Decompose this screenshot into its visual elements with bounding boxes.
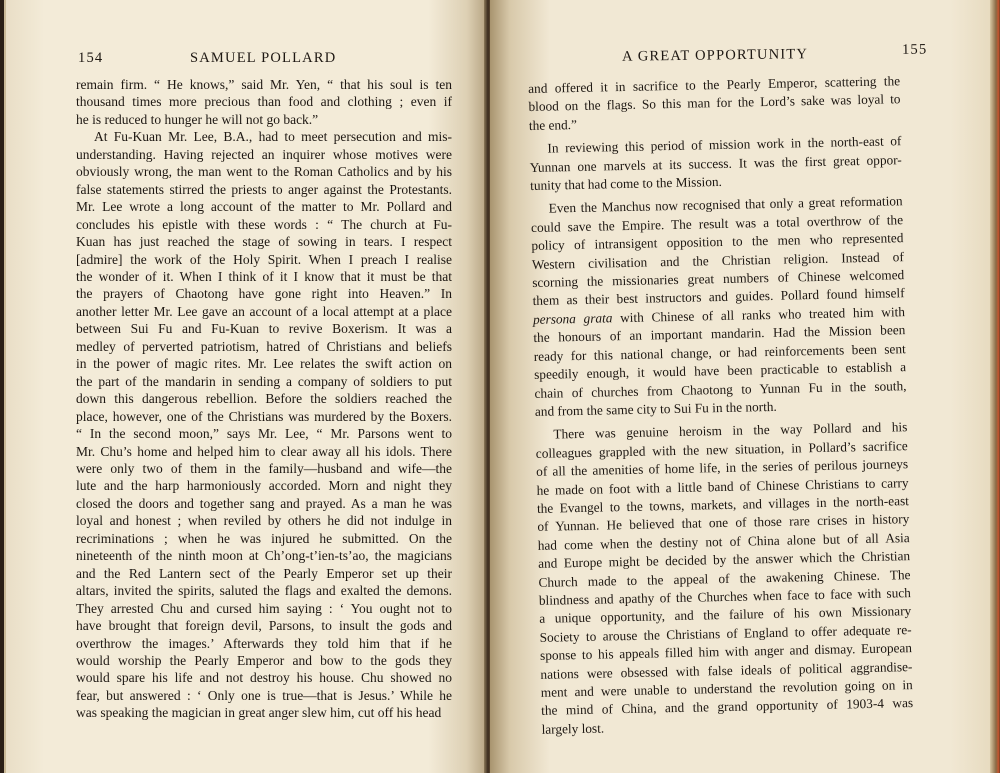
text-line: have brought that foreign devil, Parsons, to insult the gods and xyxy=(76,618,452,634)
text-line: the honours of an important mandarin. Had the Mission been xyxy=(533,322,906,346)
text-line: and from the same city to Sui Fu in the north. xyxy=(534,398,777,419)
text-line: and the Red Lantern sect of the Pearly Emperor set up their xyxy=(76,565,452,581)
text-line: At Fu-Kuan Mr. Lee, B.A., had to meet persecution and mis- xyxy=(94,129,452,145)
text-line: blindness and apathy of the Churches when face to face with such xyxy=(538,585,911,608)
text-line: There was genuine heroism in the way Pollard and his xyxy=(553,419,908,442)
text-line: blood on the flags. So this man for the Lord’s sake was loyal to xyxy=(528,91,901,115)
text-line: [admire] the work of the Holy Spirit. When I preach I realise xyxy=(76,251,452,267)
text-line: policy of intransigent opposition to the men who represented xyxy=(531,230,904,254)
book-edge xyxy=(990,0,1000,773)
text-line: Yunnan one marvels at its success. It was the first great oppor- xyxy=(529,151,902,175)
running-head: SAMUEL POLLARD xyxy=(190,50,337,66)
text-line: ready for this national change, or had reinforcements been sent xyxy=(533,340,906,364)
text-line: remain firm. “ He knows,” said Mr. Yen, “ that his soul is ten xyxy=(76,77,452,92)
right-page-body xyxy=(528,72,914,739)
text-line: nineteenth of the ninth moon at Ch’ong-t’ien-ts’ao, the magicians xyxy=(76,548,452,564)
text-line: could save the Empire. The result was a total overthrow of the xyxy=(530,212,904,235)
text-line: lute and the harp harmoniously accorded. Morn and night they xyxy=(76,478,452,494)
text-line: of all the amenities of home life, in the series of perilous journeys xyxy=(536,456,909,480)
paragraph xyxy=(529,132,902,195)
text-line: place, however, one of the Christians was murdered by the Boxers. xyxy=(76,408,452,424)
page-number: 155 xyxy=(901,41,928,58)
text-line: thousand times more precious than food and clothing ; even if xyxy=(76,94,452,110)
left-page xyxy=(4,0,486,773)
text-line: them as their best instructors and guides. Pollard found himself xyxy=(532,285,905,309)
italic-phrase: persona grata xyxy=(532,310,613,327)
text-line: colleagues grappled with the new situation, in Pollard’s sacrifice xyxy=(535,437,908,461)
text-line: scorning the missionaries great numbers of Chinese welcomed xyxy=(532,267,905,291)
text-line: altars, invited the spirits, saluted the flags and exalted the demons. xyxy=(76,583,452,599)
text-line: understanding. Having rejected an inquirer whose motives were xyxy=(76,146,452,162)
text-line: he is reduced to hunger he will not go back.” xyxy=(76,111,319,127)
text-line: the Evangel to the towns, markets, and villages in the north-east xyxy=(536,493,910,516)
right-page-header xyxy=(534,41,934,65)
text-line: Western civilisation and the Christian religion. Instead of xyxy=(531,248,904,272)
text-line: recriminations ; when he was injured he submitted. On the xyxy=(76,530,452,546)
running-head: A GREAT OPPORTUNITY xyxy=(621,46,809,65)
text-line: They arrested Chu and cursed him saying : ‘ You ought not to xyxy=(76,600,452,616)
text-line: and offered it in sacrifice to the Pearly Emperor, scattering the xyxy=(528,73,901,96)
text-line: the wonder of it. When I think of it I know that it must be that xyxy=(76,268,452,284)
text-line: largely lost. xyxy=(541,720,605,737)
text-line: nations were obsessed with false ideals of political aggrandise- xyxy=(540,658,913,682)
text-line: chain of churches from Chaotong to Yunnan Fu in the south, xyxy=(534,377,907,401)
text-line: Church made to the appeal of the awakening Chinese. The xyxy=(538,566,911,590)
text-line: the mind of China, and the grand opportunity of 1903-4 was xyxy=(541,695,914,719)
text-line: speedily enough, it would have been practicable to establish a xyxy=(534,359,907,383)
text-line: Mr. Chu’s home and helped him to clear away all his idols. There xyxy=(76,443,452,459)
text-line: down this dangerous rebellion. Before the soldiers reached the xyxy=(76,391,452,407)
text-line: another letter Mr. Lee gave an account of a local attempt at a place xyxy=(76,303,452,319)
text-line: Even the Manchus now recognised that only a great reformation xyxy=(548,193,903,217)
left-page-body xyxy=(76,76,452,722)
paragraph xyxy=(531,193,908,422)
text-line: the part of the mandarin in sending a company of soldiers to put xyxy=(76,373,452,389)
text-line: loyal and honest ; when reviled by others he did not indulge in xyxy=(76,513,452,529)
paragraph xyxy=(528,72,901,135)
text-line: a unique opportunity, and the failure of his own Missionary xyxy=(539,603,912,627)
text-line: closed the doors and together sang and prayed. As a man he was xyxy=(76,495,452,511)
text-line: would spare his life and not destroy his house. Chu showed no xyxy=(76,670,452,686)
paragraph xyxy=(535,418,913,739)
text-line: medley of perverted patriotism, hatred of Christians and beliefs xyxy=(76,338,452,354)
text-line: the prayers of Chaotong have gone right into Heaven.” In xyxy=(76,286,452,302)
text-line: between Sui Fu and Fu-Kuan to revive Boxerism. It was a xyxy=(76,321,452,337)
text-line: in the power of magic rites. Mr. Lee relates the swift action on xyxy=(76,356,452,372)
text-line: overthrow the images.’ Afterwards they told him that if he xyxy=(76,635,452,651)
text-line: and Europe might be decided by the answer which the Christian xyxy=(537,548,911,572)
text-line: Mr. Lee wrote a long account of the matter to Mr. Pollard and xyxy=(76,199,452,215)
right-page xyxy=(490,0,990,773)
text-line: was speaking the magician in great anger slew him, cut off his head xyxy=(76,705,442,721)
page-number: 154 xyxy=(78,50,104,66)
text-line: he made on foot with a little band of Chinese Christians to carry xyxy=(536,474,909,498)
text-line: fear, but answered : ‘ Only one is true—that is Jesus.’ While he xyxy=(76,687,452,703)
text-line: Kuan has just reached the stage of sowing in tears. I respect xyxy=(76,234,452,250)
text-line: false statements stirred the priests to anger against the Protestants. xyxy=(76,181,452,197)
text-line: concludes his epistle with these words : “ The church at Fu- xyxy=(76,216,452,232)
text-line: sponse to his appeals filled him with anger and dismay. European xyxy=(539,640,913,664)
text-line: Society to arouse the Christians of England to offer adequate re- xyxy=(539,621,912,645)
text-line: had come when the destiny not of China alone but of all Asia xyxy=(537,529,910,553)
text-line: would worship the Pearly Emperor and bow to the gods they xyxy=(76,652,452,668)
text-line: tunity that had come to the Mission. xyxy=(530,173,723,194)
text-line: the end.” xyxy=(528,116,578,133)
text-line: “ In the second moon,” says Mr. Lee, “ Mr. Parsons went to xyxy=(76,426,452,442)
text-line: obviously wrong, the man went to the Roman Catholics and by his xyxy=(76,164,452,180)
text-line: In reviewing this period of mission work in the north-east of xyxy=(547,133,902,156)
text-line: ment and were unable to understand the revolution going on in xyxy=(540,677,913,700)
text-line: of Yunnan. He believed that one of those rare crises in history xyxy=(537,511,910,535)
text-line: persona grata with Chinese of all ranks who treated him with xyxy=(532,304,906,327)
text-line: were only two of them in the family—husband and wife—the xyxy=(76,460,452,476)
